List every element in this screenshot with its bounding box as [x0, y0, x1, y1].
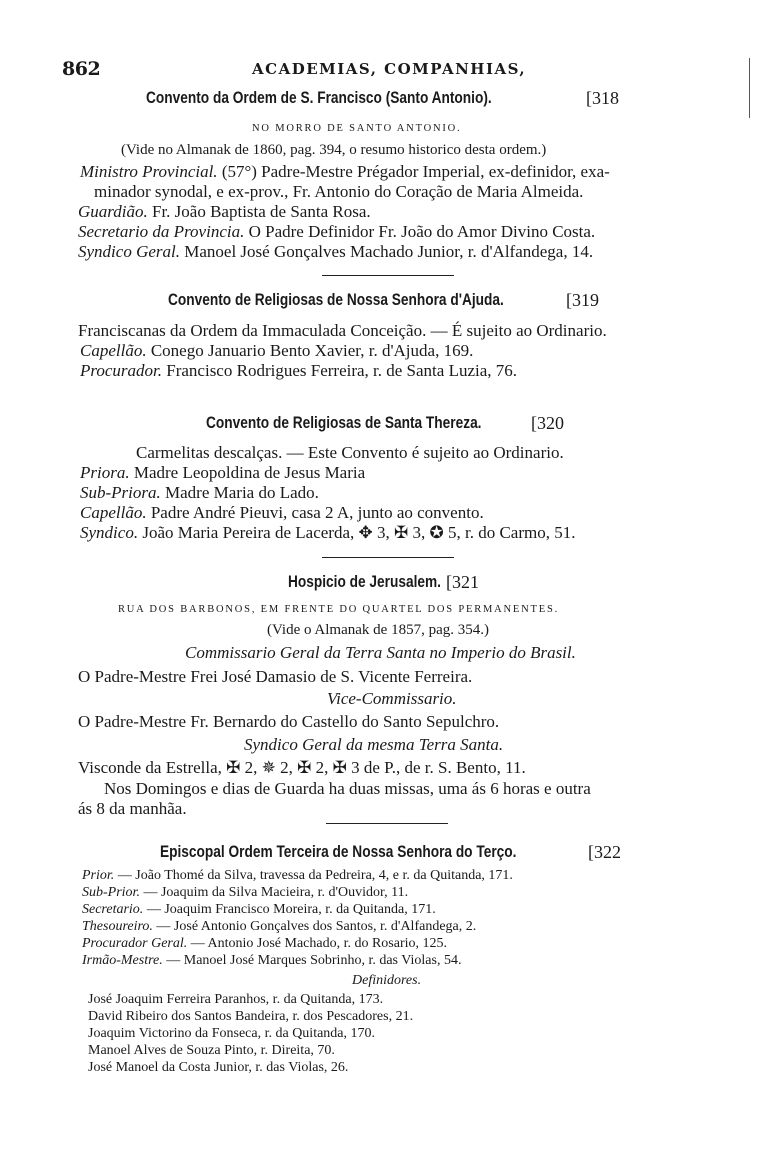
section-320-line-3: [80, 484, 319, 501]
role-label: Prior.: [82, 868, 115, 883]
page-header: [62, 58, 712, 80]
role-label: Priora.: [80, 463, 130, 482]
section-321-ref: [321: [446, 572, 479, 592]
section-318-title: Convento da Ordem de S. Francisco (Santo Antonio).: [146, 89, 492, 107]
role-label: Secretario.: [82, 902, 144, 917]
section-321-office-2: Vice-Commissario.: [327, 689, 457, 708]
entry-text: (57°) Padre-Mestre Prégador Imperial, ex-definidor, exa-: [221, 162, 610, 181]
entry-text: João Maria Pereira de Lacerda, ✥ 3, ✠ 3, ✪ 5, r. do Carmo, 51.: [142, 523, 576, 542]
section-322-row-3: [82, 903, 436, 917]
entry-text: Fr. João Baptista de Santa Rosa.: [152, 202, 371, 221]
role-label: Guardião.: [78, 202, 148, 221]
entry-text: — Antonio José Machado, r. do Rosario, 125.: [190, 936, 448, 951]
section-320-heading: [206, 413, 564, 433]
section-319-line-3: [80, 362, 517, 379]
section-318-ref: [318: [586, 88, 619, 108]
entry-text: — José Antonio Gonçalves dos Santos, r. d'Alfandega, 2.: [156, 919, 477, 934]
section-318-line-1b: minador synodal, e ex-prov., Fr. Antonio do Coração de Maria Almeida.: [94, 182, 584, 201]
section-321-heading: [288, 572, 479, 592]
role-label: Sub-Prior.: [82, 885, 140, 900]
section-322-title: Episcopal Ordem Terceira de Nossa Senhora do Terço.: [160, 843, 517, 861]
section-320-ref: [320: [531, 413, 564, 433]
section-321-office-3: Syndico Geral da mesma Terra Santa.: [244, 735, 504, 754]
section-319-line-1: Franciscanas da Ordem da Immaculada Conceição. — É sujeito ao Ordinario.: [78, 321, 607, 340]
entry-text: Francisco Rodrigues Ferreira, r. de Santa Luzia, 76.: [166, 361, 518, 380]
entry-text: Conego Januario Bento Xavier, r. d'Ajuda, 169.: [150, 341, 474, 360]
running-head: ACADEMIAS, COMPANHIAS,: [252, 60, 527, 78]
section-319-line-2: [80, 342, 473, 359]
entry-text: — Manoel José Marques Sobrinho, r. das Violas, 54.: [166, 953, 462, 968]
entry-text: Padre André Pieuvi, casa 2 A, junto ao convento.: [150, 503, 484, 522]
role-label: Capellão.: [80, 341, 147, 360]
section-320-line-1: Carmelitas descalças. — Este Convento é sujeito ao Ordinario.: [136, 443, 564, 462]
section-321-title: Hospicio de Jerusalem.: [288, 573, 441, 591]
section-divider: [322, 275, 454, 276]
section-321-note: (Vide o Almanak de 1857, pag. 354.): [267, 622, 489, 638]
section-322-ref: [322: [588, 842, 621, 862]
role-label: Procurador.: [80, 361, 163, 380]
definidor-1: José Joaquim Ferreira Paranhos, r. da Quitanda, 173.: [88, 992, 384, 1007]
section-322-row-4: [82, 920, 476, 934]
section-318-line-1: [80, 163, 610, 180]
section-322-row-2: [82, 886, 408, 900]
section-319-title: Convento de Religiosas de Nossa Senhora d'Ajuda.: [168, 291, 504, 309]
section-318-line-4: [78, 243, 593, 260]
role-label: Sub-Priora.: [80, 483, 161, 502]
section-321-line-3: Visconde da Estrella, ✠ 2, ✵ 2, ✠ 2, ✠ 3 de P., de r. S. Bento, 11.: [78, 758, 526, 777]
role-label: Thesoureiro.: [82, 919, 153, 934]
section-320-title: Convento de Religiosas de Santa Thereza.: [206, 414, 482, 432]
role-label: Ministro Provincial.: [80, 162, 218, 181]
section-319-heading: [168, 290, 599, 310]
section-321-line-4b: ás 8 da manhãa.: [78, 799, 187, 818]
section-divider: [322, 557, 454, 558]
section-321-office-1: Commissario Geral da Terra Santa no Imperio do Brasil.: [185, 643, 576, 662]
section-319-ref: [319: [566, 290, 599, 310]
entry-text: — Joaquim da Silva Macieira, r. d'Ouvidor, 11.: [143, 885, 409, 900]
section-321-line-2: O Padre-Mestre Fr. Bernardo do Castello do Santo Sepulchro.: [78, 712, 500, 731]
section-322-row-1: [82, 869, 513, 883]
role-label: Irmão-Mestre.: [82, 953, 163, 968]
role-label: Syndico Geral.: [78, 242, 180, 261]
entry-text: — João Thomé da Silva, travessa da Pedreira, 4, e r. da Quitanda, 171.: [117, 868, 513, 883]
entry-text: O Padre Definidor Fr. João do Amor Divino Costa.: [248, 222, 596, 241]
section-321-line-4: Nos Domingos e dias de Guarda ha duas missas, uma ás 6 horas e outra: [104, 779, 591, 798]
section-322-heading: [160, 842, 621, 862]
section-321-line-1: O Padre-Mestre Frei José Damasio de S. Vicente Ferreira.: [78, 667, 473, 686]
definidores-heading: Definidores.: [352, 973, 422, 988]
role-label: Procurador Geral.: [82, 936, 188, 951]
role-label: Secretario da Provincia.: [78, 222, 245, 241]
section-322-row-6: [82, 954, 461, 968]
page-edge-mark: [749, 58, 750, 118]
page-number: 862: [62, 58, 101, 80]
section-318-heading: [146, 88, 619, 108]
section-320-line-5: [80, 524, 575, 541]
entry-text: Madre Maria do Lado.: [165, 483, 319, 502]
section-318-note: (Vide no Almanak de 1860, pag. 394, o resumo historico desta ordem.): [121, 142, 547, 158]
section-322-row-5: [82, 937, 447, 951]
role-label: Capellão.: [80, 503, 147, 522]
section-divider: [326, 823, 448, 824]
definidor-3: Joaquim Victorino da Fonseca, r. da Quitanda, 170.: [88, 1026, 376, 1041]
role-label: Syndico.: [80, 523, 139, 542]
section-321-address: RUA DOS BARBONOS, EM FRENTE DO QUARTEL DOS PERMANENTES.: [118, 604, 560, 615]
section-318-line-3: [78, 223, 595, 240]
section-318-line-2: [78, 203, 371, 220]
definidor-4: Manoel Alves de Souza Pinto, r. Direita, 70.: [88, 1043, 335, 1058]
entry-text: — Joaquim Francisco Moreira, r. da Quitanda, 171.: [146, 902, 436, 917]
section-320-line-2: [80, 464, 365, 481]
section-320-line-4: [80, 504, 484, 521]
entry-text: Manoel José Gonçalves Machado Junior, r. d'Alfandega, 14.: [184, 242, 594, 261]
section-318-address: NO MORRO DE SANTO ANTONIO.: [252, 123, 462, 134]
definidor-2: David Ribeiro dos Santos Bandeira, r. dos Pescadores, 21.: [88, 1009, 414, 1024]
entry-text: Madre Leopoldina de Jesus Maria: [133, 463, 366, 482]
definidor-5: José Manoel da Costa Junior, r. das Violas, 26.: [88, 1060, 349, 1075]
